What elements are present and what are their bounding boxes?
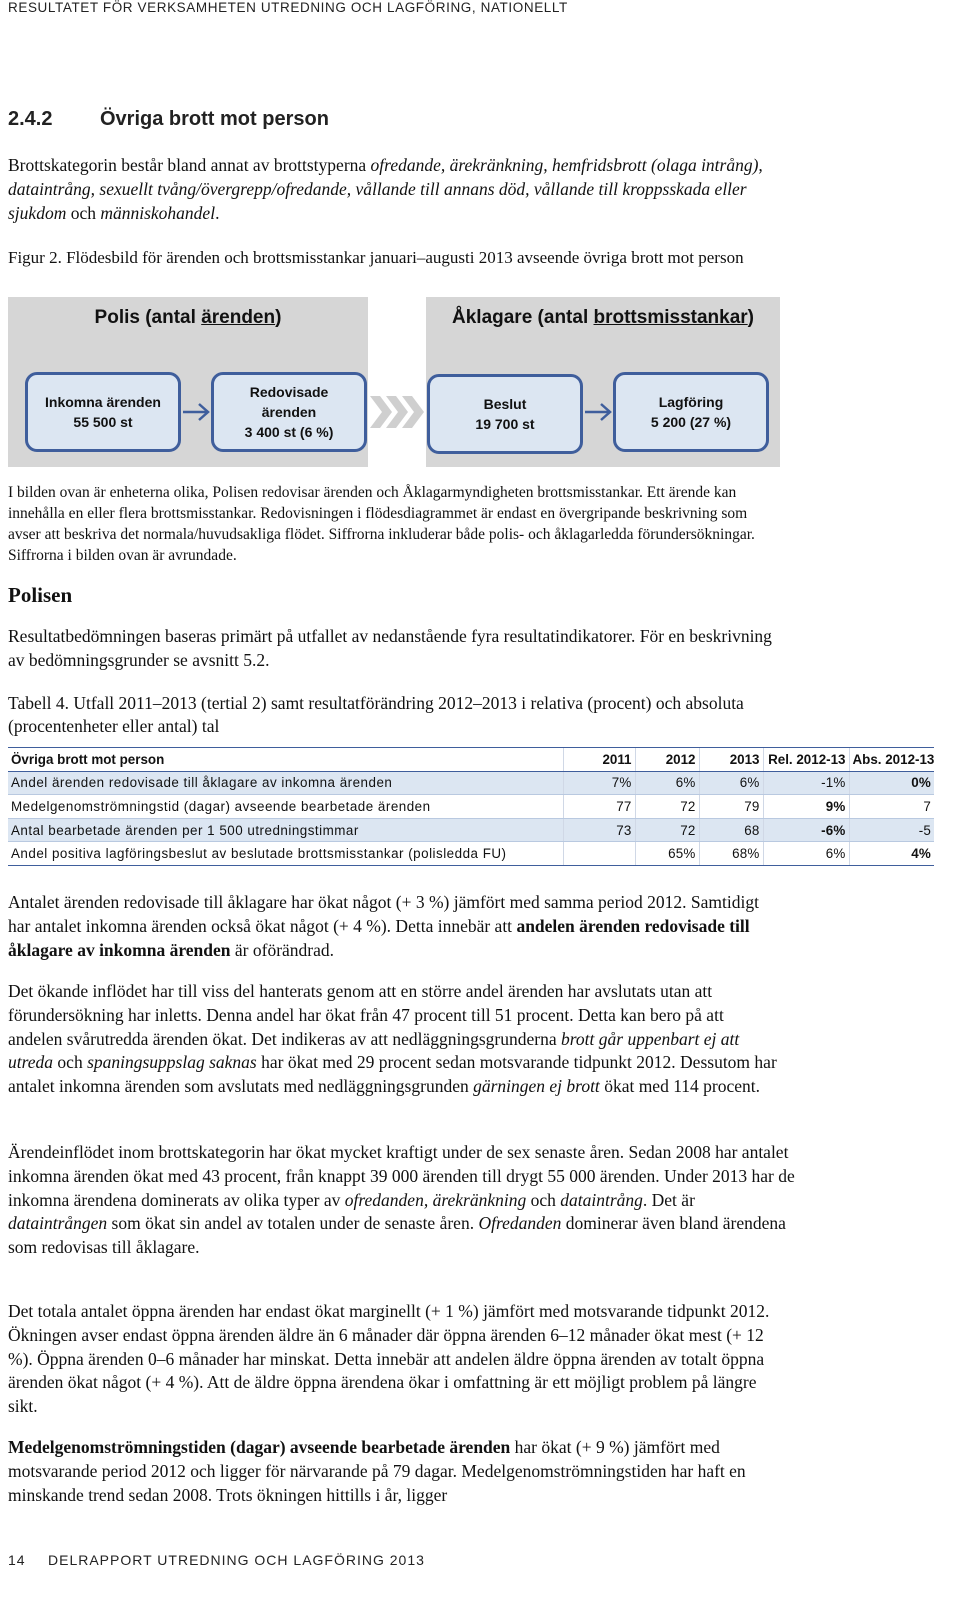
- table-cell: 9%: [763, 795, 849, 819]
- table-row: [8, 795, 934, 819]
- body-paragraph-1: [8, 891, 778, 962]
- table-cell: -1%: [763, 771, 849, 795]
- table-cell: 7: [849, 795, 934, 819]
- flow-box-label: Redovisade: [249, 384, 329, 400]
- body-italic: gärningen ej brott: [473, 1076, 600, 1097]
- flow-box-decision: [427, 374, 583, 454]
- table-cell: 73: [563, 818, 635, 842]
- flow-box-value: 55 500 st: [73, 414, 133, 430]
- body-italic: Ofredanden: [478, 1213, 562, 1234]
- arrow-right-icon: [181, 400, 211, 424]
- body-text: är oförändrad.: [230, 939, 335, 960]
- table-row: [8, 818, 934, 842]
- body-text: Ärendeinflödet inom brottskategorin har ökat mycket kraftigt under de sex senaste åren. Sedan 2008 har antalet inkomna ärenden ökat med 43 procent, från knappt 39 000 ärenden till drygt 55 000 ärenden. Under 2013 har de inkomna ärendena dominerats av olika typer av: [8, 1142, 795, 1210]
- table-cell-indicator: Andel positiva lagföringsbeslut av beslutade brottsmisstankar (polisledda FU): [8, 842, 563, 866]
- prosecutor-title-text: Åklagare (antal: [452, 307, 594, 328]
- table-cell: 68: [699, 818, 763, 842]
- table-cell: -6%: [763, 818, 849, 842]
- page-footer: [8, 1552, 425, 1568]
- table-header-2012: 2012: [635, 748, 699, 772]
- table-header-abs: Abs. 2012-13: [849, 748, 934, 772]
- table-row: [8, 842, 934, 866]
- body-italic: dataintrång: [560, 1189, 643, 1210]
- body-bold: Medelgenomströmningstiden (dagar) avseende bearbetade ärenden: [8, 1437, 511, 1457]
- table-cell: 68%: [699, 842, 763, 866]
- prosecutor-title-underlined: brottsmisstankar: [593, 307, 748, 328]
- page-number: 14: [8, 1552, 26, 1568]
- table-cell: 6%: [699, 771, 763, 795]
- flow-box-label: Inkomna ärenden: [45, 394, 161, 410]
- body-paragraph-4: Det totala antalet öppna ärenden har endast ökat marginellt (+ 1 %) jämfört med motsvarande tidpunkt 2012. Ökningen avser endast öppna ärenden äldre än 6 månader där öppna ärenden 6–12 månader ökat mest (+ 12 %). Öppna ärenden 0–6 månader har minskat. Detta innebär att andelen äldre öppna ärenden av totalt öppna ärenden ökat något (+ 4 %). Att de äldre öppna ärendena ökar i omfattning är ett möjligt problem på längre sikt.: [8, 1301, 770, 1417]
- body-text: har ökat (+ 9 %) jämfört med motsvarande period 2012 och ligger för närvarande på 79 dagar. Medelgenomströmningstiden har haft en minskande trend sedan 2008. Trots ökningen hittills i år, ligger: [8, 1437, 746, 1505]
- body-text: ökat med 114 procent.: [599, 1076, 761, 1097]
- section-heading: [8, 108, 329, 131]
- table-header-rel: Rel. 2012-13: [763, 748, 849, 772]
- flow-box-value: 5 200 (27 %): [650, 414, 732, 430]
- flow-box-prosecution: [613, 372, 769, 452]
- flow-box-label: Beslut: [483, 396, 527, 412]
- flow-box-value: 3 400 st (6 %): [244, 424, 334, 440]
- body-text: dominerar även bland ärendena som redovisas till åklagare.: [8, 1213, 786, 1258]
- table-header-2013: 2013: [699, 748, 763, 772]
- table-cell-indicator: Andel ärenden redovisade till åklagare av inkomna ärenden: [8, 771, 563, 795]
- body-italic: dataintrången: [8, 1213, 108, 1234]
- section-title: Övriga brott mot person: [100, 108, 329, 130]
- police-title-end: ): [275, 307, 282, 328]
- prosecutor-panel-title: [426, 307, 780, 329]
- body-paragraph-2: [8, 980, 778, 1099]
- body-text: som ökat sin andel av totalen under de senaste åren.: [107, 1213, 479, 1234]
- body-bold: andelen ärenden redovisade till åklagare av inkomna ärenden: [8, 915, 750, 960]
- intro-text-3: .: [215, 202, 220, 223]
- intro-text-1: Brottskategorin består bland annat av brottstyperna: [8, 155, 371, 175]
- body-italic: spaningsuppslag saknas: [87, 1052, 257, 1073]
- polisen-heading: Polisen: [8, 583, 73, 607]
- intro-italic-2: människohandel: [100, 202, 216, 223]
- table-cell: 6%: [763, 842, 849, 866]
- table-caption: Tabell 4. Utfall 2011–2013 (tertial 2) samt resultatförändring 2012–2013 i relativa (procent) och absoluta (procentenheter eller antal) tal: [8, 693, 744, 736]
- intro-text-2: och: [66, 202, 101, 223]
- flow-box-incoming: [25, 372, 181, 452]
- flow-box-label-2: ärenden: [261, 404, 317, 420]
- prosecutor-title-end: ): [747, 307, 754, 328]
- body-text: och: [53, 1052, 88, 1073]
- table-row: [8, 771, 934, 795]
- polisen-intro: Resultatbedömningen baseras primärt på utfallet av nedanstående fyra resultatindikatorer. För en beskrivning av bedömningsgrunder se avsnitt 5.2.: [8, 626, 772, 670]
- body-paragraph-5: [8, 1436, 778, 1507]
- table-header-category: Övriga brott mot person: [8, 748, 563, 772]
- footer-title: DELRAPPORT UTREDNING OCH LAGFÖRING 2013: [48, 1552, 425, 1568]
- table-cell-indicator: Medelgenomströmningstid (dagar) avseende bearbetade ärenden: [8, 795, 563, 819]
- flow-box-label: Lagföring: [658, 394, 724, 410]
- table-cell: 79: [699, 795, 763, 819]
- body-text: Det ökande inflödet har till viss del hanterats genom att en större andel ärenden har avslutats utan att förundersökning har inletts. Denna andel har ökat från 47 procent till 51 procent. Detta kan bero på att andelen svårutredda ärenden ökat. Det indikeras av att nedläggningsgrunderna: [8, 981, 724, 1049]
- table-header-row: [8, 748, 934, 772]
- table-cell: 4%: [849, 842, 934, 866]
- table-cell: -5: [849, 818, 934, 842]
- table-cell: 65%: [635, 842, 699, 866]
- body-text: har ökat med 29 procent sedan motsvarande tidpunkt 2012. Dessutom har antalet inkomna ärenden som avslutats med nedläggningsgrunden: [8, 1052, 777, 1097]
- figure-note: I bilden ovan är enheterna olika, Polisen redovisar ärenden och Åklagarmyndigheten brottsmisstankar. Ett ärende kan innehålla en eller flera brottsmisstankar. Redovisningen i flödesdiagrammet är endast en övergripande beskrivning som avser att beskriva det normala/huvudsakliga flödet. Siffrorna inkluderar både polis- och åklagarledda förundersökningar. Siffrorna i bilden ovan är avrundade.: [8, 484, 755, 564]
- intro-italic-1: ofredande, ärekränkning, hemfridsbrott (olaga intrång), dataintrång, sexuellt tvång/övergrepp/ofredande, vållande till annans död, vållande till kroppsskada eller sjukdom: [8, 155, 763, 223]
- running-header: RESULTATET FÖR VERKSAMHETEN UTREDNING OCH LAGFÖRING, NATIONELLT: [8, 0, 568, 15]
- table-cell: 7%: [563, 771, 635, 795]
- police-title-text: Polis (antal: [94, 307, 202, 328]
- table-cell-indicator: Antal bearbetade ärenden per 1 500 utredningstimmar: [8, 818, 563, 842]
- body-text: . Det är: [642, 1189, 695, 1210]
- section-number: 2.4.2: [8, 108, 53, 130]
- body-text: och: [526, 1189, 561, 1210]
- table-cell: 77: [563, 795, 635, 819]
- table-cell: 6%: [635, 771, 699, 795]
- table-cell: 72: [635, 818, 699, 842]
- table-cell: [563, 842, 635, 866]
- body-text: Antalet ärenden redovisade till åklagare har ökat något (+ 3 %) jämfört med samma period 2012. Samtidigt har antalet inkomna ärenden också ökat något (+ 4 %). Detta innebär att: [8, 892, 759, 936]
- police-panel-title: [8, 307, 368, 329]
- table-header-2011: 2011: [563, 748, 635, 772]
- chevrons-right-icon: [368, 390, 426, 434]
- body-italic: brott går uppenbart ej att utreda: [8, 1028, 740, 1073]
- flow-box-reported: [211, 372, 367, 452]
- table-cell: 0%: [849, 771, 934, 795]
- police-title-underlined: ärenden: [201, 307, 276, 328]
- kpi-table: [8, 747, 934, 866]
- figure-caption: Figur 2. Flödesbild för ärenden och brottsmisstankar januari–augusti 2013 avseende övriga brott mot person: [8, 248, 744, 267]
- intro-paragraph: [8, 154, 798, 225]
- arrow-right-icon: [583, 400, 613, 424]
- table-cell: 72: [635, 795, 699, 819]
- body-italic: ofredanden, ärekränkning: [344, 1189, 527, 1210]
- flow-box-value: 19 700 st: [475, 416, 535, 432]
- body-paragraph-3: [8, 1141, 798, 1260]
